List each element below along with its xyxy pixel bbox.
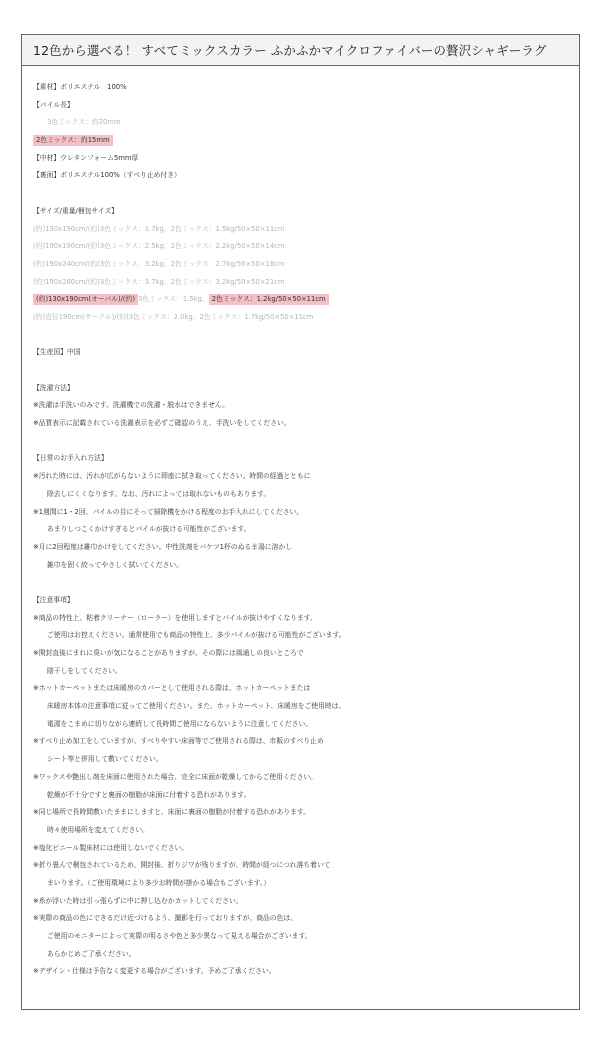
spacer [33,327,579,345]
size-row-oval [33,291,579,309]
spec-content [22,66,579,981]
note-line: ※折り畳んで梱包されているため、開封後、折りジワが残りますが、時間が経つにつれ落ち着いて [33,861,331,870]
wash-line: ※洗濯は手洗いのみです。洗濯機での洗濯・脱水はできません。 [33,401,229,410]
note-line: ※デザイン・仕様は予告なく変更する場合がございます。予めご了承ください。 [33,967,276,976]
note-line: ※商品の特性上、粘着クリーナー（ローラー）を使用しますとパイルが抜けやすくなります。 [33,613,317,622]
care-line: ※月に2回程度は雑巾かけをしてください。中性洗剤をバケツ1杯のぬるま湯に溶かし [33,542,292,551]
size-row: (約)130x190cm/(約)3色ミックス：1.7kg、2色ミックス：1.5kg/50×50×11cm [33,224,285,233]
spacer [33,185,579,203]
backing-line: 【裏面】ポリエステル100%（すべり止め付き） [33,171,181,180]
note-line: ※糸が浮いた時は引っ張らずに中に押し込むかカットしてください。 [33,896,243,905]
pile-label: 【パイル長】 [33,100,74,109]
care-line: あまりしつこくかけすぎるとパイルが抜ける可能性がございます。 [47,525,251,534]
note-line: ※開封直後にまれに臭いが気になることがありますが、その際には風通しの良いところで [33,649,304,657]
material-line: 【素材】ポリエステル 100% [33,83,127,91]
note-line: ※塩化ビニール製床材には使用しないでください。 [33,843,189,852]
filling-line: 【中材】ウレタンフォーム5mm厚 [33,153,139,162]
wash-header: 【洗濯方法】 [33,383,74,392]
note-line: まいります。（ご使用環境により多少お時間が掛かる場合もございます。） [47,878,271,887]
wash-line: ※品質表示に記載されている洗濯表示を必ずご確認のうえ、手洗いをしてください。 [33,419,291,428]
note-line: ※ホットカーペットまたは床暖房のカバーとして使用される際は、ホットカーペットまたは [33,684,311,693]
note-line: 床暖房本体の注意事項に従ってご使用ください。また、ホットカーペット、床暖房をご使用時は、 [47,702,346,711]
note-line: ※すべり止め加工をしていますが、すべりやすい床面等でご使用される際は、市販のすべり止め [33,737,324,746]
note-line: 時々使用場所を変えてください。 [47,825,149,834]
care-line: ※汚れた時には、汚れが広がらないように即座に拭き取ってください。時間の経過とともに [33,472,311,481]
notes-header: 【注意事項】 [33,595,74,604]
size-oval-3color: 3色ミックス：1.5kg、 [137,295,209,304]
size-oval-2color-highlight: 2色ミックス：1.2kg/50×50×11cm [209,294,329,305]
note-line: ※同じ場所で長時間敷いたままにしますと、床面に裏面の樹脂が付着する恐れがあります。 [33,808,311,817]
size-row: (約)190x280cm/(約)3色ミックス：3.7kg、2色ミックス：3.2kg/50×50×21cm [33,277,285,286]
note-line: ご使用のモニターによって実際の明るさや色と多少異なって見える場合がございます。 [47,932,312,940]
size-row: (約)190x190cm/(約)3色ミックス：2.5kg、2色ミックス：2.2kg/50×50×14cm [33,242,285,251]
size-header: 【サイズ/重量/梱包サイズ】 [33,206,119,215]
note-line: 陰干しをしてください。 [47,666,122,675]
note-line: あらかじめご了承ください。 [47,949,136,958]
spacer [33,362,579,380]
size-row-circle: (約)直径190cm(サークル)/(約)3色ミックス：2.0kg、2色ミックス：1.7kg/50×50×11cm [33,312,314,321]
care-line: 雑巾を固く絞ってやさしく拭いてください。 [47,560,183,569]
pile-2color-row [33,132,579,150]
note-line: ※実際の商品の色にできるだけ近づけるよう、撮影を行っておりますが、商品の色は、 [33,914,297,923]
care-line: 除去しにくくなります。なお、汚れによっては取れないものもあります。 [47,489,271,498]
origin-line: 【生産国】中国 [33,348,81,357]
note-line: ご使用はお控えください。通常使用でも商品の特性上、多少パイルが抜ける可能性がございます。 [47,631,346,640]
note-line: シート等と併用して敷いてください。 [47,755,163,764]
note-line: ※ワックスや艶出し剤を床面に使用された場合、完全に床面が乾燥してからご使用ください。 [33,772,317,781]
care-header: 【日常のお手入れ方法】 [33,454,108,463]
size-row: (約)190x240cm/(約)3色ミックス：3.2kg、2色ミックス：2.7kg/50×50×18cm [33,259,285,268]
note-line: 乾燥が不十分ですと裏面の樹脂が床面に付着する恐れがあります。 [47,790,251,799]
spacer [33,433,579,451]
size-oval-highlight: (約)130x190cm(オーバル)/(約) [33,294,138,305]
spacer [33,574,579,592]
product-spec-panel [21,34,580,1010]
care-line: ※1週間に1・2回、パイルの目にそって掃除機をかける程度のお手入れにしてください。 [33,507,304,516]
pile-3color: 3色ミックス：約20mm [47,118,121,127]
pile-2color-highlight: 2色ミックス：約15mm [33,135,113,146]
panel-title: 12色から選べる！ すべてミックスカラー ふかふかマイクロファイバーの贅沢シャギーラグ [22,35,579,66]
note-line: 電源をこまめに切りながら連続して長時間ご使用にならないように注意してください。 [47,719,313,728]
